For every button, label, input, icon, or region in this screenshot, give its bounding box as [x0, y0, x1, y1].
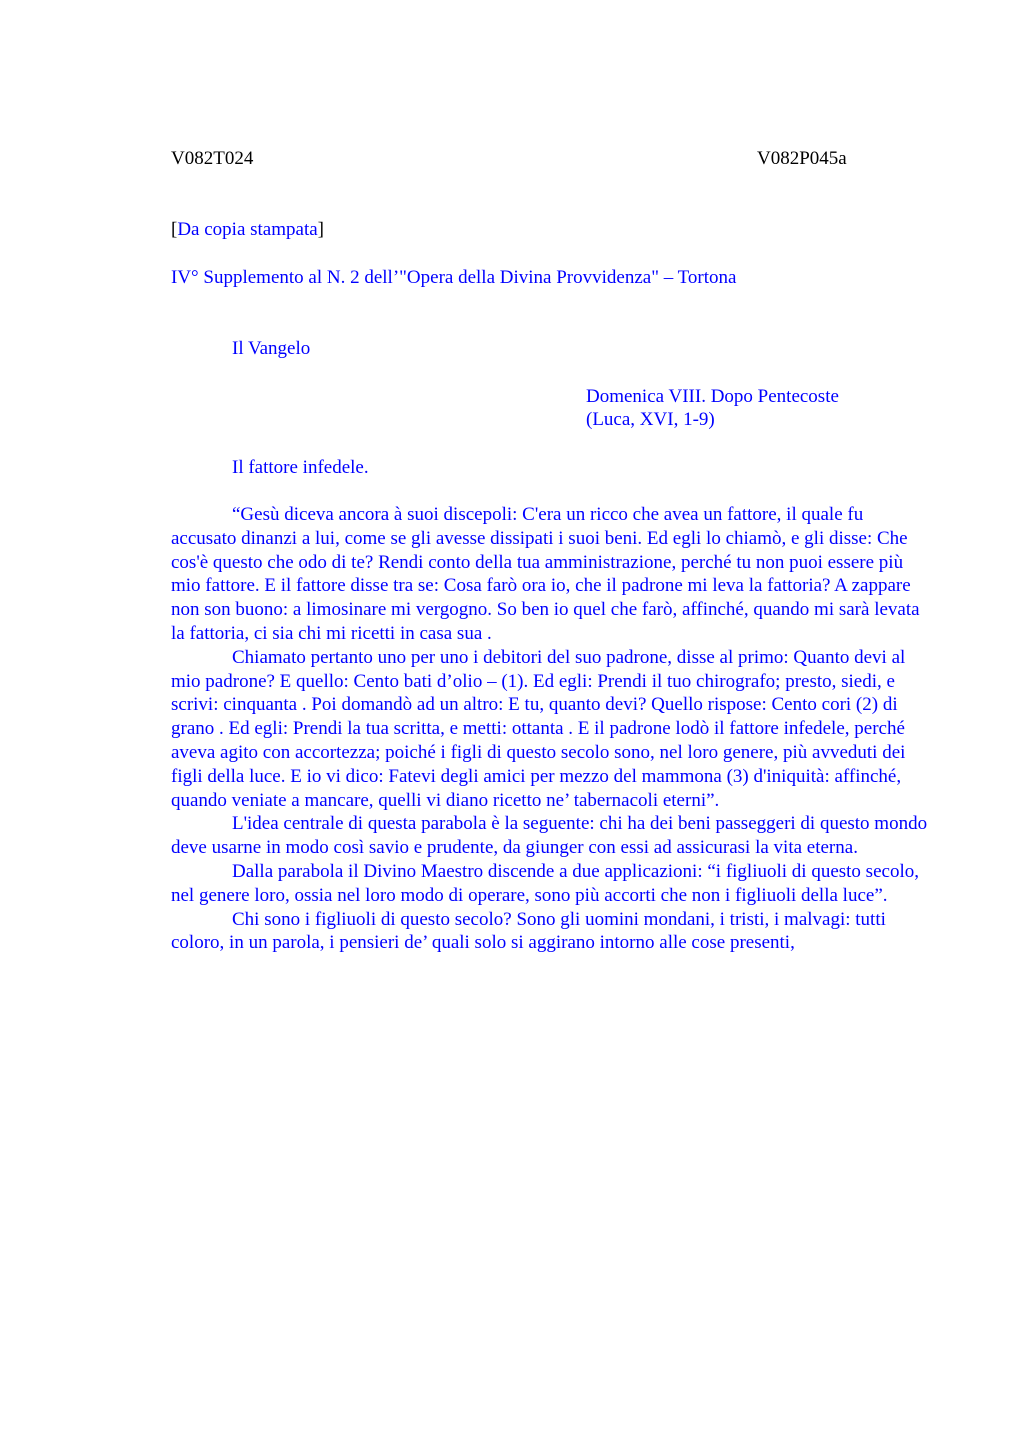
paragraph: Dalla parabola il Divino Maestro discende a due applicazioni: “i figliuoli di questo secolo, nel genere loro, ossia nel loro modo di operare, sono più accorti che non i figliuoli della luce”. — [171, 860, 919, 906]
liturgy-day: Domenica VIII. Dopo Pentecoste — [586, 386, 839, 407]
source-text: Da copia stampata — [177, 219, 318, 240]
source-bracket-open: [ — [171, 219, 178, 240]
paragraph: L'idea centrale di questa parabola è la seguente: chi ha dei beni passeggeri di questo mondo deve usarne in modo così savio e prudente, da giunger con essi ad assicurasi la vita eterna. — [171, 813, 928, 859]
source-bracket-close: ] — [317, 219, 324, 240]
section-title: Il Vangelo — [232, 338, 311, 359]
liturgy-reference: (Luca, XVI, 1-9) — [586, 409, 715, 430]
paragraph: Chi sono i figliuoli di questo secolo? Sono gli uomini mondani, i tristi, i malvagi: tutti coloro, in un parola, i pensieri de’ quali solo si aggirano intorno alle cose presenti, — [171, 908, 886, 954]
paragraph: “Gesù diceva ancora à suoi discepoli: C'era un ricco che avea un fattore, il quale fu accusato dinanzi a lui, come se gli avesse dissipati i suoi beni. Ed egli lo chiamò, e gli disse: Che cos'è questo che odo di te? Rendi conto della tua amministrazione, perché tu non puoi essere più mio fattore. E il fattore disse tra se: Cosa farò ora io, che il padrone mi leva la fattoria? A zappare non son buono: a limosinare mi vergogno. So ben io quel che farò, affinché, quando mi sarà levata la fattoria, ci sia chi mi ricetti in casa sua . — [171, 504, 920, 644]
paragraph: Chiamato pertanto uno per uno i debitori del suo padrone, disse al primo: Quanto devi al mio padrone? E quello: Cento bati d’olio – (1). Ed egli: Prendi il tuo chirografo; presto, siedi, e scrivi: cinquanta . Poi domandò ad un altro: E tu, quanto devi? Quello rispose: Cento cori (2) di grano . Ed egli: Prendi la tua scritta, e metti: ottanta . E il padrone lodò il fattore infedele, perché aveva agito con accortezza; poiché i figli di questo secolo sono, nel loro genere, più avveduti dei figli della luce. E io vi dico: Fatevi degli amici per mezzo del mammona (3) d'iniquità: affinché, quando veniate a mancare, quelli vi diano ricetto ne’ tabernacoli eterni”. — [171, 646, 906, 811]
header-left-code: V082T024 — [171, 148, 254, 169]
supplement-line: IV° Supplemento al N. 2 dell’"Opera della Divina Provvidenza" – Tortona — [171, 267, 737, 288]
body-text — [171, 503, 931, 955]
header-right-code: V082P045a — [757, 148, 847, 169]
source-note — [171, 218, 324, 242]
parable-title: Il fattore infedele. — [232, 457, 369, 478]
